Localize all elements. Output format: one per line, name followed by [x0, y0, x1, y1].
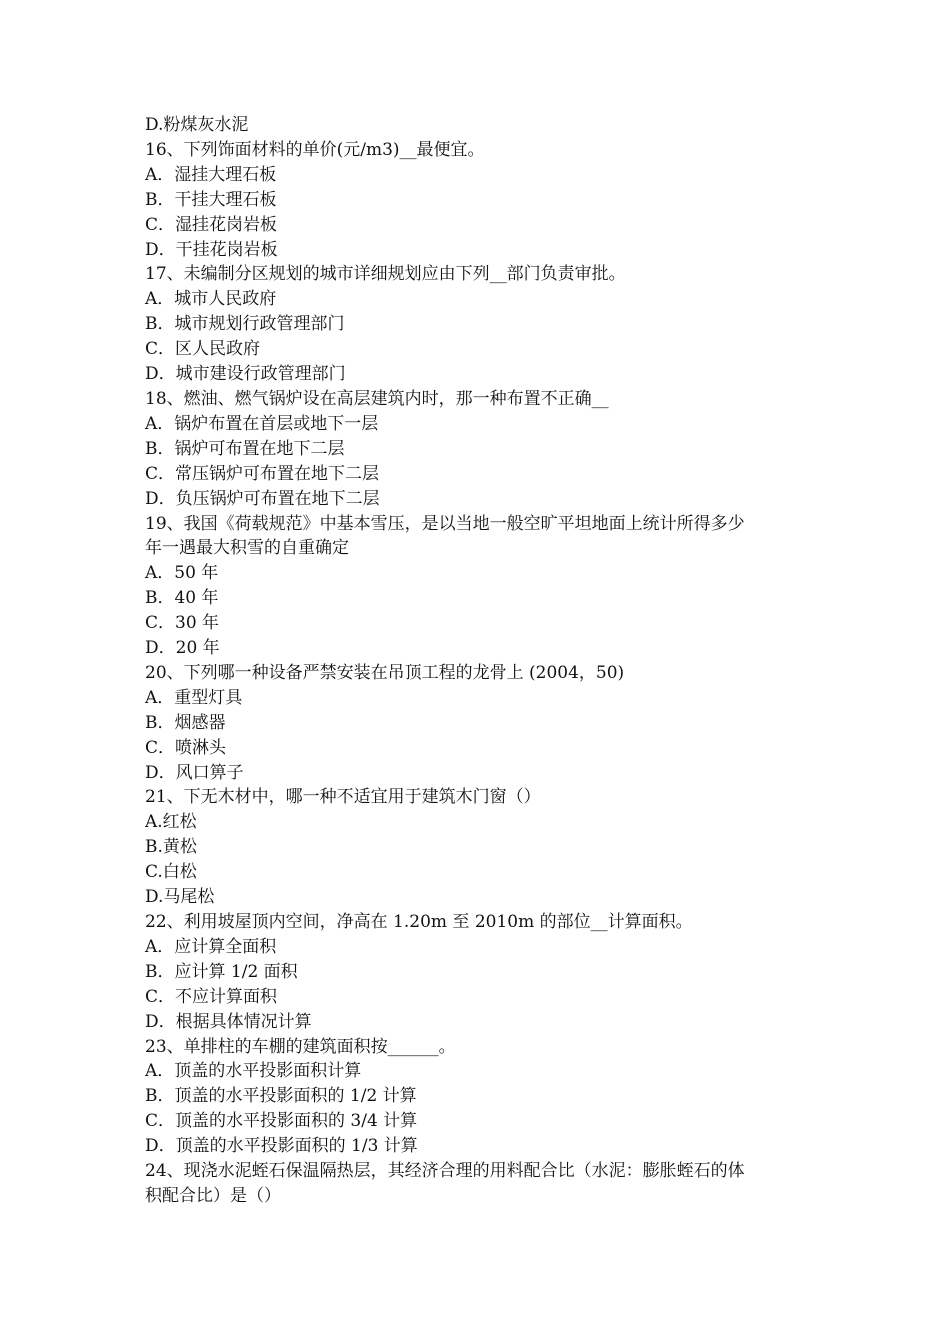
option-line: B．锅炉可布置在地下二层	[145, 438, 345, 459]
option-line: C．喷淋头	[145, 737, 227, 758]
question-24: 24、现浇水泥蛭石保温隔热层，其经济合理的用料配合比（水泥：膨胀蛭石的体	[145, 1161, 745, 1182]
question-21: 21、下无木材中，哪一种不适宜用于建筑木门窗（）	[145, 787, 541, 808]
text-line: D.粉煤灰水泥	[145, 115, 249, 135]
option-line: B．烟感器	[145, 712, 226, 733]
question-19: 19、我国《荷载规范》中基本雪压，是以当地一般空旷平坦地面上统计所得多少	[145, 513, 745, 534]
option-line: C．不应计算面积	[145, 986, 278, 1007]
option-line: D．风口箅子	[145, 762, 244, 783]
option-line: D．根据具体情况计算	[145, 1011, 312, 1032]
option-line: B.黄松	[145, 837, 197, 858]
option-line: D．顶盖的水平投影面积的 1/3 计算	[145, 1136, 418, 1157]
option-line: B．干挂大理石板	[145, 189, 277, 210]
option-line: D．20 年	[145, 638, 220, 659]
option-line: A.红松	[145, 812, 197, 833]
option-line: C．30 年	[145, 613, 220, 634]
question-20: 20、下列哪一种设备严禁安装在吊顶工程的龙骨上 (2004，50)	[145, 662, 625, 683]
option-line: A．城市人民政府	[145, 289, 277, 310]
option-line: D．负压锅炉可布置在地下二层	[145, 488, 380, 509]
option-line: C．湿挂花岗岩板	[145, 214, 278, 235]
option-line: A．50 年	[145, 563, 219, 584]
option-line: A．湿挂大理石板	[145, 164, 277, 185]
option-line: D．城市建设行政管理部门	[145, 364, 346, 385]
option-line: A．应计算全面积	[145, 936, 277, 957]
question-24-continuation: 积配合比）是（）	[145, 1185, 281, 1206]
option-line: A．重型灯具	[145, 687, 243, 708]
option-line: B．城市规划行政管理部门	[145, 314, 345, 335]
question-16: 16、下列饰面材料的单价(元/m3)__最便宜。	[145, 139, 485, 160]
question-17: 17、未编制分区规划的城市详细规划应由下列__部门负责审批。	[145, 264, 626, 285]
question-18: 18、燃油、燃气锅炉设在高层建筑内时，那一种布置不正确__	[145, 388, 609, 409]
option-line: C．常压锅炉可布置在地下二层	[145, 463, 380, 484]
question-19-continuation: 年一遇最大积雪的自重确定	[145, 538, 349, 559]
question-23: 23、单排柱的车棚的建筑面积按______。	[145, 1036, 456, 1057]
option-line: D.马尾松	[145, 887, 215, 908]
option-line: C．区人民政府	[145, 339, 261, 360]
option-line: D．干挂花岗岩板	[145, 239, 278, 260]
question-22: 22、利用坡屋顶内空间，净高在 1.20m 至 2010m 的部位__计算面积。	[145, 912, 693, 932]
option-line: B．40 年	[145, 588, 219, 609]
option-line: B．顶盖的水平投影面积的 1/2 计算	[145, 1086, 417, 1107]
option-line: A．锅炉布置在首层或地下一层	[145, 413, 379, 434]
option-line: A．顶盖的水平投影面积计算	[145, 1061, 362, 1082]
option-line: B．应计算 1/2 面积	[145, 961, 298, 982]
option-line: C.白松	[145, 862, 197, 883]
document-body	[145, 113, 825, 1209]
option-line: C．顶盖的水平投影面积的 3/4 计算	[145, 1111, 418, 1132]
